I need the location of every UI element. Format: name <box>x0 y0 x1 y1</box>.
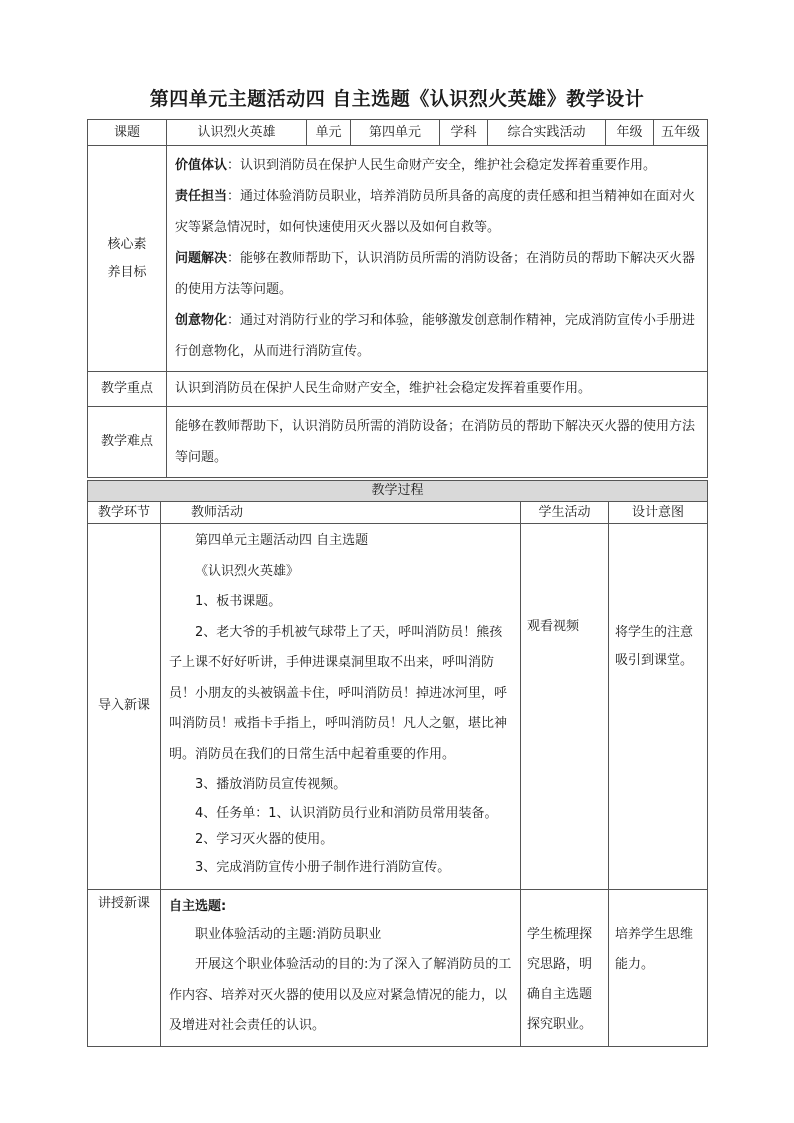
intro-student: 观看视频 <box>521 524 609 890</box>
col-student: 学生活动 <box>521 502 609 524</box>
new-line: 职业体验活动的主题:消防员职业 <box>195 926 382 942</box>
new-teacher <box>161 889 521 1046</box>
page-title: 第四单元主题活动四 自主选题《认识烈火英雄》教学设计 <box>149 88 645 110</box>
goals-label <box>88 146 167 372</box>
new-line: 开展这个职业体验活动的目的:为了深入了解消防员的工作内容、培养对灭火器的使用以及应对紧急情况的能力，以及增进对社会责任的认识。 <box>169 957 512 1033</box>
intro-line: 2、学习灭火器的使用。 <box>195 831 334 847</box>
intro-line: 3、播放消防员宣传视频。 <box>195 777 347 792</box>
subject-label: 学科 <box>440 120 488 146</box>
unit-label: 单元 <box>307 120 351 146</box>
topic-value: 认识烈火英雄 <box>167 120 307 146</box>
goal-item: 责任担当：通过体验消防员职业，培养消防员所具备的高度的责任感和担当精神如在面对火灾等紧急情况时，如何快速使用灭火器以及如何自救等。 <box>175 189 696 235</box>
goals-label-line1: 核心素 <box>107 236 147 252</box>
goals-content <box>167 146 708 372</box>
difficulty-text: 能够在教师帮助下，认识消防员所需的消防设备；在消防员的帮助下解决灭火器的使用方法等问题。 <box>167 407 708 478</box>
key-point-text: 认识到消防员在保护人民生命财产安全，维护社会稳定发挥着重要作用。 <box>167 372 708 407</box>
grade-label: 年级 <box>606 120 654 146</box>
goal-item: 问题解决：能够在教师帮助下，认识消防员所需的消防设备；在消防员的帮助下解决灭火器的使用方法等问题。 <box>175 251 696 297</box>
topic-label: 课题 <box>88 120 167 146</box>
process-header: 教学过程 <box>88 481 708 502</box>
intro-line: 2、老大爷的手机被气球带上了天，呼叫消防员！熊孩子上课不好好听讲，手伸进课桌洞里取不出来，呼叫消防员！小朋友的头被锅盖卡住，呼叫消防员！掉进冰河里，呼叫消防员！戒指卡手指上，呼叫消防员！凡人之躯，堪比神明。消防员在我们的日常生活中起着重要的作用。 <box>169 624 508 762</box>
intro-line: 《认识烈火英雄》 <box>195 563 300 579</box>
col-intent: 设计意图 <box>609 502 708 524</box>
goals-label-line2: 养目标 <box>107 264 147 280</box>
unit-value: 第四单元 <box>351 120 440 146</box>
key-point-label: 教学重点 <box>88 372 167 407</box>
subject-value: 综合实践活动 <box>488 120 606 146</box>
difficulty-label: 教学难点 <box>88 407 167 478</box>
goal-item: 价值体认：认识到消防员在保护人民生命财产安全，维护社会稳定发挥着重要作用。 <box>175 158 657 173</box>
grade-value: 五年级 <box>654 120 708 146</box>
col-stage: 教学环节 <box>88 502 161 524</box>
lesson-info-table <box>87 119 708 478</box>
intro-intent: 将学生的注意吸引到课堂。 <box>609 524 708 890</box>
new-stage: 讲授新课 <box>88 889 161 1046</box>
intro-teacher <box>161 524 521 890</box>
col-teacher: 教师活动 <box>161 502 521 524</box>
teaching-process-table <box>87 480 708 1047</box>
new-intent: 培养学生思维能力。 <box>609 889 708 1046</box>
intro-line: 1、板书课题。 <box>195 594 282 609</box>
new-student: 学生梳理探究思路，明确自主选题探究职业。 <box>521 889 609 1046</box>
intro-stage: 导入新课 <box>88 524 161 890</box>
new-heading: 自主选题: <box>169 898 227 914</box>
intro-line: 4、任务单：1、认识消防员行业和消防员常用装备。 <box>195 805 498 821</box>
intro-line: 第四单元主题活动四 自主选题 <box>195 533 369 548</box>
goal-item: 创意物化：通过对消防行业的学习和体验，能够激发创意制作精神，完成消防宣传小手册进行创意物化，从而进行消防宣传。 <box>175 313 696 359</box>
intro-line: 3、完成消防宣传小册子制作进行消防宣传。 <box>195 859 451 875</box>
